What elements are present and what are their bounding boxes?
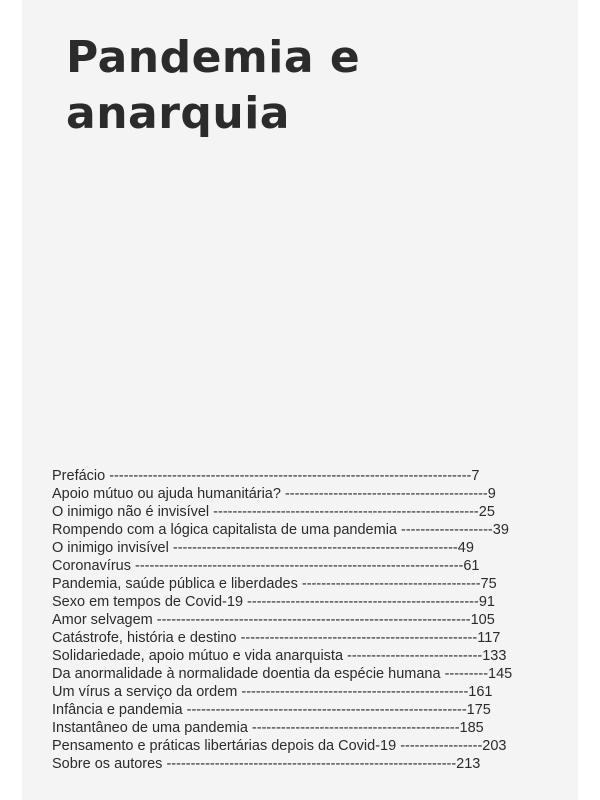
toc-entry: Prefácio ---------------------------------------------------------------------------7 — [52, 468, 480, 484]
toc-entry: Infância e pandemia ----------------------------------------------------------175 — [52, 702, 491, 718]
toc-entry: Apoio mútuo ou ajuda humanitária? ------------------------------------------9 — [52, 486, 496, 502]
toc-entry: Solidariedade, apoio mútuo e vida anarquista ----------------------------133 — [52, 648, 507, 664]
toc-entry: O inimigo invisível -----------------------------------------------------------49 — [52, 540, 474, 556]
book-title — [66, 30, 360, 142]
toc-entry: Coronavírus --------------------------------------------------------------------61 — [52, 558, 480, 574]
toc-entry: Pandemia, saúde pública e liberdades -------------------------------------75 — [52, 576, 497, 592]
title-line-1: Pandemia e — [66, 32, 361, 83]
toc-entry: Instantâneo de uma pandemia -------------------------------------------185 — [52, 720, 484, 736]
book-page — [22, 0, 578, 800]
toc-entry: Um vírus a serviço da ordem -----------------------------------------------161 — [52, 684, 493, 700]
title-line-2: anarquia — [66, 88, 290, 139]
toc-entry: Rompendo com a lógica capitalista de uma pandemia -------------------39 — [52, 522, 509, 538]
toc-entry: Sexo em tempos de Covid-19 ------------------------------------------------91 — [52, 594, 495, 610]
table-of-contents — [52, 467, 552, 773]
toc-entry: O inimigo não é invisível -------------------------------------------------------25 — [52, 504, 495, 520]
toc-entry: Catástrofe, história e destino -------------------------------------------------117 — [52, 630, 501, 646]
toc-entry: Amor selvagem -----------------------------------------------------------------105 — [52, 612, 495, 628]
toc-entry: Pensamento e práticas libertárias depois da Covid-19 -----------------203 — [52, 738, 507, 754]
toc-entry: Da anormalidade à normalidade doentia da espécie humana ---------145 — [52, 666, 513, 682]
toc-entry: Sobre os autores ------------------------------------------------------------213 — [52, 756, 481, 772]
